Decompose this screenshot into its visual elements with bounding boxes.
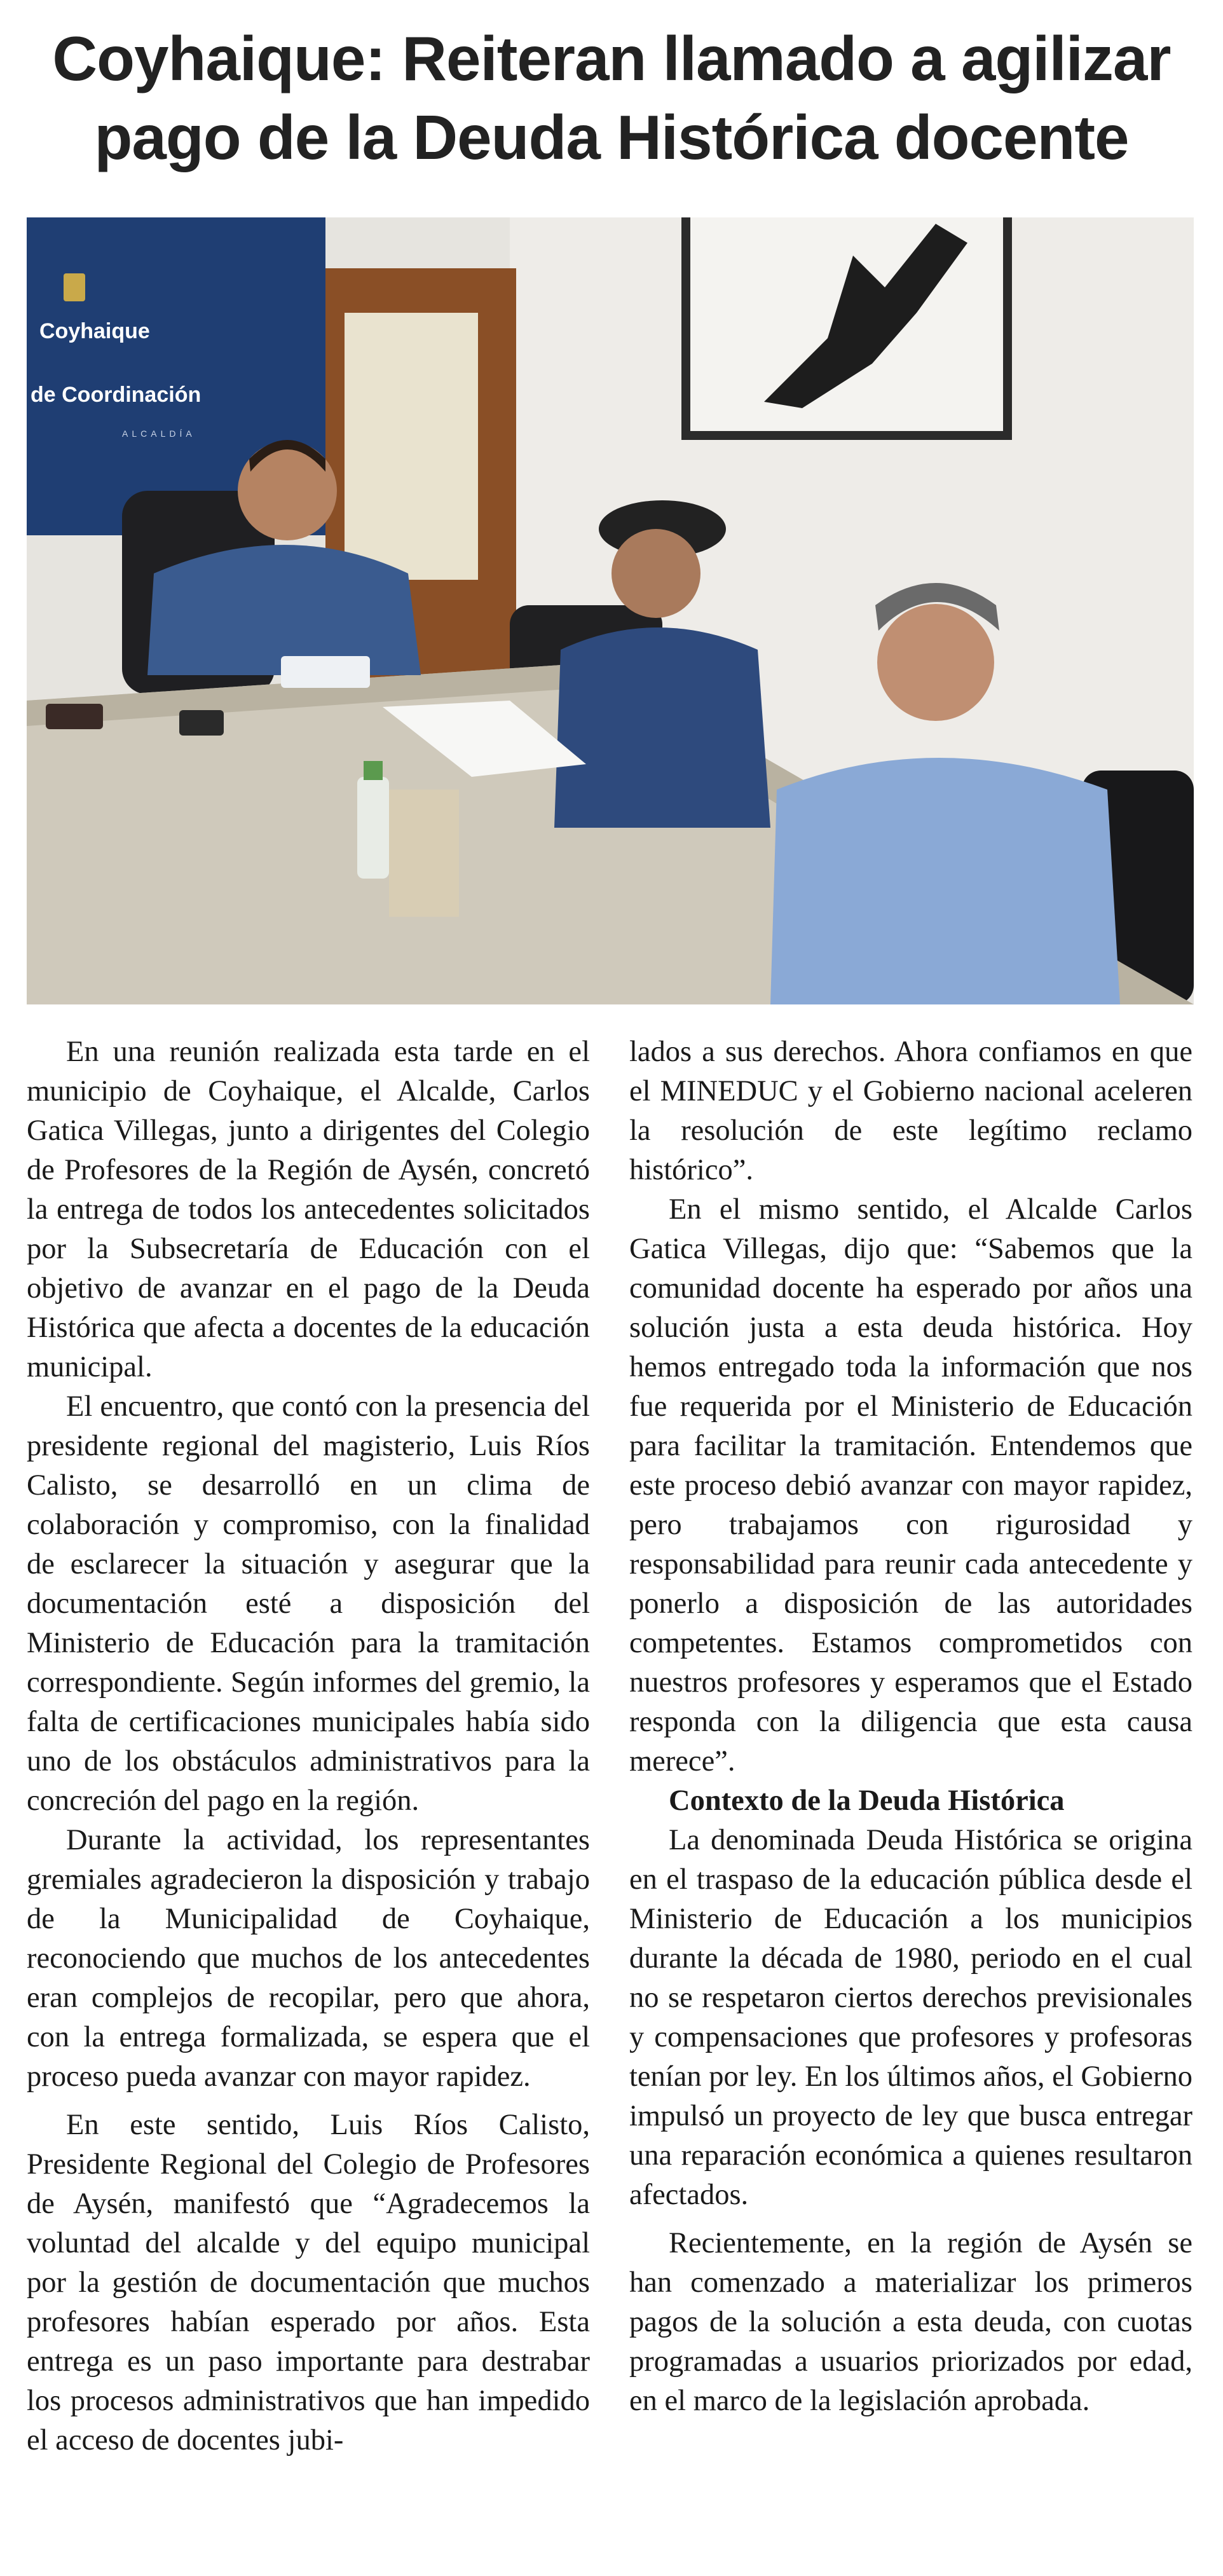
meeting-photo-illustration [27, 217, 1194, 1004]
section-subheading: Contexto de la Deuda Histórica [669, 1785, 1065, 1817]
sanitizer-bottle [357, 777, 389, 879]
body-paragraph: En el mismo sentido, el Alcalde Carlos Gatica Villegas, dijo que: “Sabemos que la comunidad docente ha esperado por años una solución justa a esta deuda histórica. Hoy hemos entregado toda la información que nos fue requerida por el Ministerio de Educación para facilitar la tramitación. Entendemos que este proceso debió avanzar con mayor rapidez, pero trabajamos con rigurosidad y responsabilidad para reunir cada antecedente y ponerlo a disposición de las autoridades competentes. Estamos comprometidos con nuestros profesores y esperamos que el Estado responda con la diligencia que esta causa merece”. [629, 1193, 1192, 1778]
banner-small: ALCALDÍA [122, 428, 196, 439]
body-paragraph: En este sentido, Luis Ríos Calisto, Presidente Regional del Colegio de Profesores de Aysén, manifestó que “Agradecemos la voluntad del alcalde y del equipo municipal por la gestión de documentación que muchos profesores habían esperado por años. Esta entrega es un paso importante para destrabar los procesos administrativos que han impedido el acceso de docentes jubi- [27, 2109, 590, 2456]
phone [179, 710, 224, 736]
banner-brand: Coyhaique [39, 319, 150, 343]
body-paragraph: Durante la actividad, los representantes gremiales agradecieron la disposición y trabajo de la Municipalidad de Coyhaique, reconociendo que muchos de los antecedentes eran complejos de recopilar, pero que ahora, con la entrega formalizada, se espera que el proceso pueda avanzar con mayor rapidez. [27, 1824, 590, 2093]
person-alcalde-shirt [147, 545, 421, 675]
coat-of-arms-icon [64, 273, 85, 301]
meeting-photo [27, 217, 1194, 1004]
person-middle-shirt [554, 627, 770, 828]
door-glass [345, 313, 478, 580]
document-in-hand [281, 656, 370, 688]
body-paragraph: Recientemente, en la región de Aysén se han comenzado a materializar los primeros pagos de la solución a esta deuda, con cuotas programadas a usuarios priorizados por edad, en el marco de la legislación aprobada. [629, 2227, 1192, 2417]
article-title: Coyhaique: Reiteran llamado a agilizar pago de la Deuda Histórica docente [52, 24, 1171, 172]
article-right-column [629, 1032, 1192, 2421]
body-paragraph: La denominada Deuda Histórica se origina en el traspaso de la educación pública desde el Ministerio de Educación a los municipios durante la década de 1980, periodo en el cual no se respetaron ciertos derechos previsionales y compensaciones que profesores y profesoras tenían por ley. En los últimos años, el Gobierno impulsó un proyecto de ley que busca entregar una reparación económica a quienes resultaron afectados. [629, 1824, 1192, 2211]
person-right-shirt [770, 758, 1120, 1004]
body-paragraph: lados a sus derechos. Ahora confiamos en que el MINEDUC y el Gobierno nacional aceleren la resolución de este legítimo reclamo histórico”. [629, 1036, 1192, 1186]
banner-subtitle: de Coordinación [31, 383, 202, 407]
body-paragraph: El encuentro, que contó con la presencia del presidente regional del magisterio, Luis Ríos Calisto, se desarrolló en un clima de colaboración y compromiso, con la finalidad de esclarecer la situación y asegurar que la documentación esté a disposición del Ministerio de Educación para la tramitación correspondiente. Según informes del gremio, la falta de certificaciones municipales había sido uno de los obstáculos administrativos para la concreción del pago en la región. [27, 1390, 590, 1817]
article-left-column [27, 1032, 590, 2460]
person-middle-head [612, 529, 700, 618]
person-right-head [877, 604, 994, 721]
body-paragraph: En una reunión realizada esta tarde en el municipio de Coyhaique, el Alcalde, Carlos Gatica Villegas, junto a dirigentes del Colegio de Profesores de la Región de Aysén, concretó la entrega de todos los antecedentes solicitados por la Subsecretaría de Educación con el objetivo de avanzar en el pago de la Deuda Histórica que afecta a docentes de la educación municipal. [27, 1036, 590, 1383]
box-on-table [389, 790, 459, 917]
